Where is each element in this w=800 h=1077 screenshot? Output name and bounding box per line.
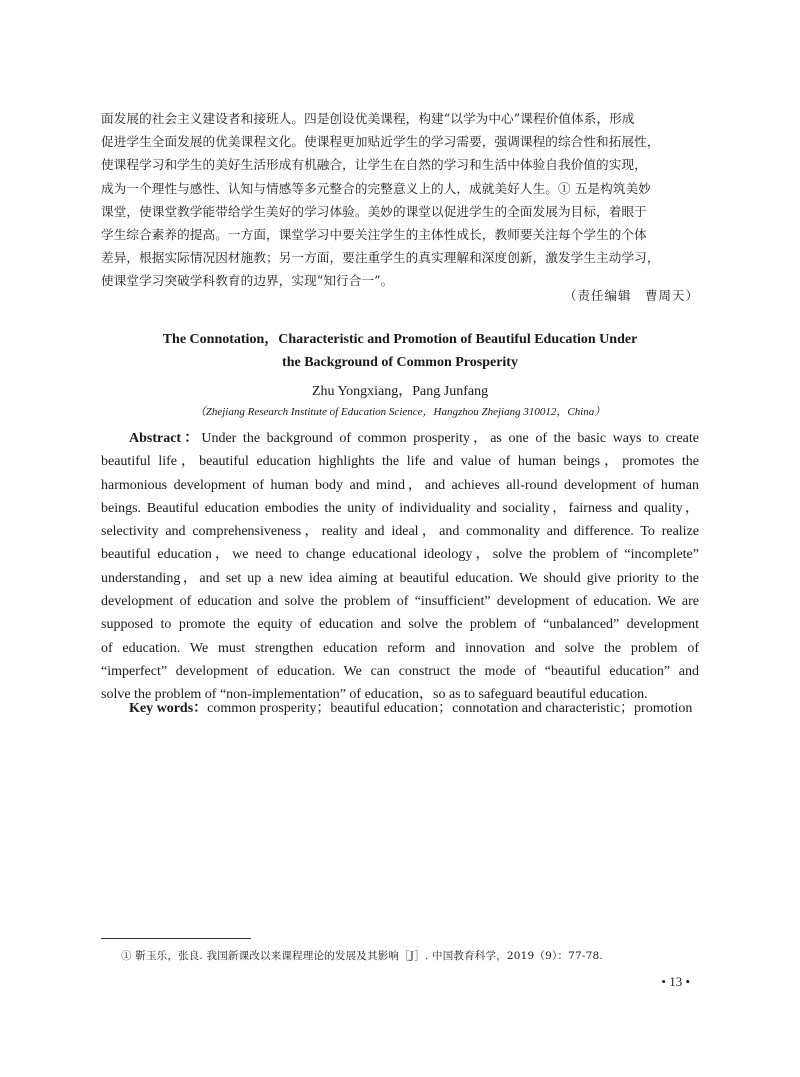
english-title-line: The Connotation，Characteristic and Promotion of Beautiful Education Under [162, 332, 638, 347]
body-line: 学生综合素养的提高。一方面，课堂学习中要关注学生的主体性成长，教师要关注每个学生的个体 [101, 227, 647, 243]
footnote-divider [101, 938, 251, 939]
abstract-line: understanding，and set up a new idea aiming at beautiful education. We should give priority to the [101, 570, 699, 586]
keywords-label: Key words： [129, 701, 208, 716]
abstract-line: selectivity and comprehensiveness，reality and ideal，and commonality and difference. To realize [101, 524, 699, 540]
abstract-line: solve the problem of “non-implementation” of education，so as to safeguard beautiful education. [101, 687, 648, 703]
abstract-line: beings. Beautiful education embodies the unity of individuality and sociality，fairness and quality， [101, 500, 699, 516]
body-line: 课堂，使课堂教学能带给学生美好的学习体验。美妙的课堂以促进学生的全面发展为目标，着眼于 [101, 203, 647, 219]
abstract-line: Under the background of common prosperity，as one of the basic ways to create [201, 431, 699, 446]
abstract-line: beautiful life，beautiful education highlights the life and value of human beings，promotes the [101, 454, 699, 470]
body-line: 成为一个理性与感性、认知与情感等多元整合的完整意义上的人，成就美好人生。① 五是构筑美妙 [101, 180, 651, 196]
body-line: 促进学生全面发展的优美课程文化。使课程更加贴近学生的学习需要，强调课程的综合性和拓展性， [101, 134, 660, 150]
page-number: • 13 • [661, 974, 690, 989]
abstract [101, 427, 699, 707]
abstract-first-line [101, 427, 699, 450]
footnote: ① 靳玉乐，张良. 我国新课改以来课程理论的发展及其影响［J］. 中国教育科学，2019（9）：77-78. [121, 950, 603, 962]
authors: Zhu Yongxiang，Pang Junfang [311, 384, 489, 399]
abstract-line: supposed to promote the equity of education and solve the problem of “unbalanced” development [101, 617, 699, 633]
english-title [100, 328, 700, 374]
abstract-line: harmonious development of human body and mind，and achieves all-round development of human [101, 477, 699, 493]
chinese-body-paragraph [101, 107, 699, 293]
abstract-label: Abstract： [129, 431, 202, 446]
abstract-line: beautiful education，we need to change educational ideology，solve the problem of “incomplete” [101, 547, 699, 563]
keywords-text: common prosperity；beautiful education；connotation and characteristic；promotion [207, 701, 693, 716]
responsible-editor: （责任编辑 曹周天） [563, 288, 699, 303]
body-line: 使课堂学习突破学科教育的边界，实现“知行合一”。 [101, 273, 394, 289]
keywords [129, 697, 692, 717]
abstract-line: development of education and solve the problem of “insufficient” development of education. We are [101, 594, 699, 610]
body-line: 使课程学习和学生的美好生活形成有机融合，让学生在自然的学习和生活中体验自我价值的实现， [101, 157, 647, 173]
english-title-line: the Background of Common Prosperity [282, 355, 518, 370]
affiliation: （Zhejiang Research Institute of Education Science，Hangzhou Zhejiang 310012，China） [194, 406, 606, 418]
body-line: 面发展的社会主义建设者和接班人。四是创设优美课程，构建“以学为中心”课程价值体系，形成 [101, 111, 635, 126]
abstract-line: “imperfect” development of education. We can construct the mode of “beautiful education” and [101, 663, 699, 679]
abstract-line: of education. We must strengthen education reform and innovation and solve the problem of [101, 640, 699, 656]
body-line: 差异，根据实际情况因材施教；另一方面，要注重学生的真实理解和深度创新，激发学生主动学习， [101, 250, 660, 266]
